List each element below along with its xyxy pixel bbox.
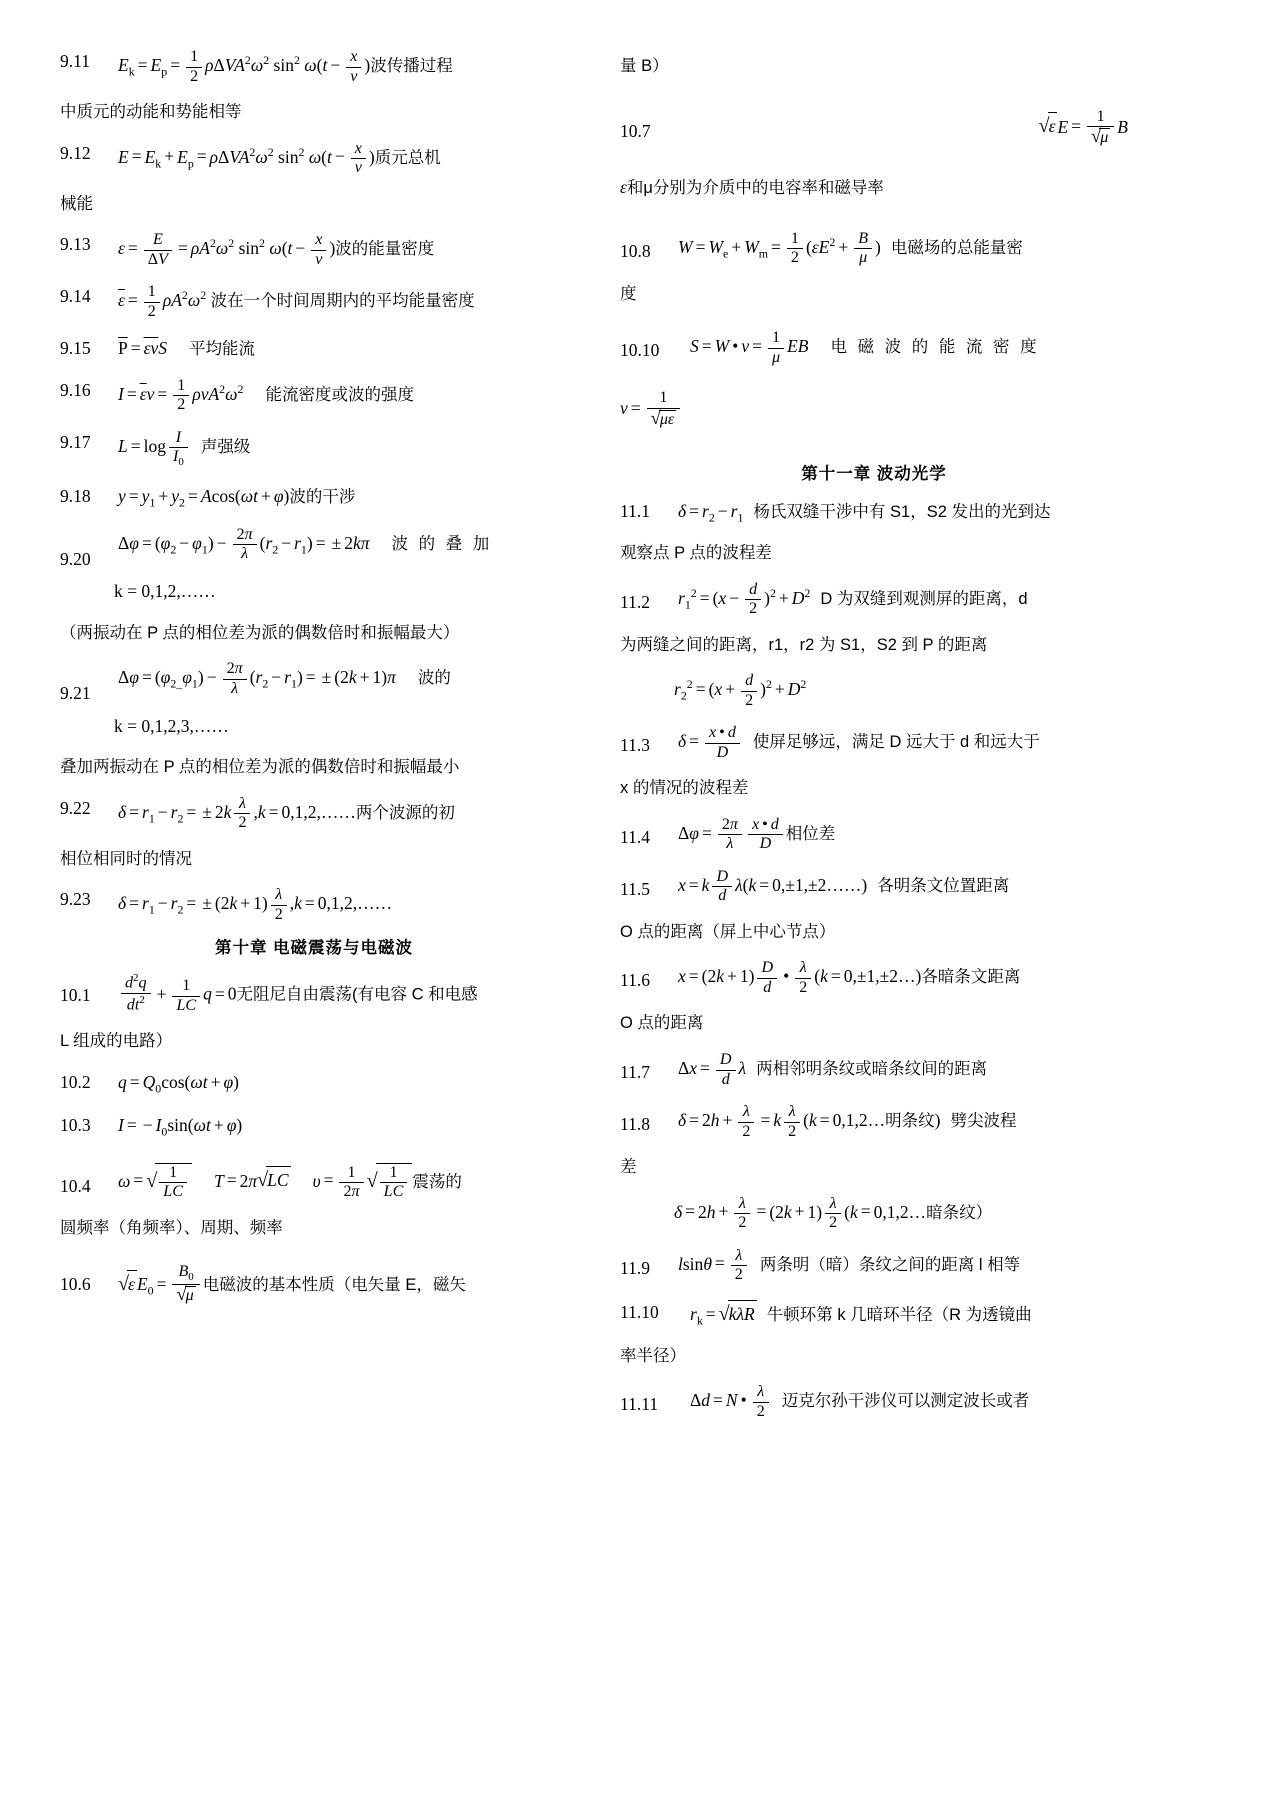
- formula-entry-11-2: [620, 581, 1128, 619]
- formula-11-2-continuation: 为两缝之间的距离，r1，r2 为 S1，S2 到 P 的距离: [620, 635, 988, 654]
- formula-entry-11-11: [620, 1383, 1128, 1421]
- formula-number: 11.1: [620, 501, 650, 522]
- formula-body: $y = y_1 + y_2 = Acos(\omega t + \varphi)$波的干涉: [118, 486, 356, 510]
- formula-body: $I = \overline{\varepsilon}v$ = $\frac{1}{2}$ $\rho vA^2\omega^2$ 能流密度或波的强度: [118, 376, 414, 414]
- formula-body: lsinθ = $\frac{\lambda}{2}$ 两条明（暗）条纹之间的距离 l 相等: [678, 1246, 1021, 1284]
- formula-11-3-continuation: x 的情况的波程差: [620, 779, 749, 798]
- formula-note: 平均能流: [189, 340, 256, 359]
- formula-body: $\delta = r_1 - r_2$ = ± 2k $\frac{\lambda}{2}$ ,k = 0,1,2,……两个波源的初: [118, 794, 455, 832]
- formula-note: 震荡的: [412, 1172, 462, 1191]
- formula-entry-11-3: [620, 724, 1128, 762]
- formula-entry-9-22: [60, 795, 568, 833]
- formula-11-8-second: δ = 2h + $\frac{\lambda}{2}$ = (2k + 1) $\frac{\lambda}{2}$ (k = 0,1,2…暗条纹）: [674, 1194, 993, 1232]
- formula-note: 电磁场的总能量密: [890, 238, 1023, 257]
- formula-entry-9-23: [60, 886, 568, 924]
- formula-number: 9.11: [60, 51, 90, 71]
- formula-number: 9.14: [60, 286, 91, 307]
- formula-note: 电 磁 波 的 能 流 密 度: [830, 338, 1040, 357]
- formula-note: 两条明（暗）条纹之间的距离 l 相等: [759, 1255, 1021, 1274]
- formula-11-8-continuation: 差: [620, 1158, 637, 1177]
- formula-entry-9-20: [60, 526, 568, 573]
- formula-note: 各明条文位置距离: [877, 876, 1010, 895]
- formula-number: 9.15: [60, 338, 91, 359]
- formula-9-21-k-values: [60, 712, 568, 742]
- formula-note: 无阻尼自由震荡(有电容 C 和电感: [236, 985, 478, 1004]
- formula-note: 杨氏双缝干涉中有 S1，S2 发出的光到达: [753, 503, 1051, 522]
- formula-note: 波的能量密度: [335, 240, 435, 258]
- formula-entry-10-3: [60, 1112, 568, 1141]
- formula-note: 相位差: [785, 824, 836, 843]
- formula-body: $r_1^2 = (x$ − $\frac{d}{2}$ )$^2 + D^2$ D 为双缝到观测屏的距离，d: [678, 580, 1028, 618]
- formula-11-6-continuation: O 点的距离: [620, 1014, 704, 1033]
- formula-9-22-continuation: 相位相同时的情况: [60, 849, 192, 868]
- note-text: 和μ分别为介质中的电容率和磁导率: [626, 179, 884, 198]
- formula-11-2-second: $r_2^2 = (x$ + $\frac{d}{2}$ )$^2 + D^2$: [674, 672, 807, 709]
- formula-body: $\overline{\varepsilon}$ = $\frac{1}{2}$ $\rho A^2\omega^2$ 波在一个时间周期内的平均能量密度: [118, 283, 475, 320]
- formula-number: 9.17: [60, 431, 91, 452]
- formula-body: $\frac{d^2q}{dt^2}$ + $\frac{1}{LC}$ q = 0无阻尼自由震荡(有电容 C 和电感: [118, 972, 568, 1015]
- formula-body: L = log $\frac{I}{I_0}$ 声强级: [118, 428, 251, 469]
- formula-note: 使屏足够远，满足 D 远大于 d 和远大于: [752, 733, 1040, 752]
- chapter-heading-11: 第十一章 波动光学: [801, 465, 947, 484]
- formula-note: 波传播过程: [370, 56, 453, 75]
- formula-9-20-note: （两振动在 P 点的相位差为派的偶数倍时和振幅最大）: [60, 623, 460, 642]
- formula-entry-11-5: [620, 868, 1128, 906]
- formula-entry-11-10: [620, 1299, 1128, 1330]
- formula-note: 波在一个时间周期内的平均能量密度: [210, 292, 475, 310]
- formula-note: 劈尖波程: [950, 1111, 1017, 1130]
- formula-10-6-continuation: 量 B）: [620, 57, 669, 75]
- formula-note: 波 的 叠 加: [391, 534, 493, 553]
- formula-number: 11.5: [620, 878, 650, 899]
- k-values-text: k = 0,1,2,3,……: [114, 715, 229, 736]
- formula-entry-9-17: [60, 429, 568, 469]
- formula-body: $\Delta\varphi = (\varphi_2 - \varphi_1)$ − $\frac{2\pi}{\lambda}$ $(r_2 - r_1)$ = ± 2kπ 波 的 叠 加: [118, 525, 493, 563]
- formula-note: D 为双缝到观测屏的距离，d: [820, 589, 1028, 608]
- formula-number: 10.10: [620, 340, 660, 361]
- formula-10-8-continuation: 度: [620, 284, 637, 303]
- formula-9-21-note: 叠加两振动在 P 点的相位差为派的偶数倍时和振幅最小: [60, 758, 460, 777]
- formula-number: 10.6: [60, 1274, 91, 1295]
- formula-10-10-velocity: v = $\frac{1}{√\mu\varepsilon}$: [620, 389, 1128, 430]
- formula-number: 11.9: [620, 1257, 650, 1278]
- formula-body: ε = $\frac{E}{\Delta V}$ = $\rho A^2\omega^2$ $\sin^2 \omega(t$ − $\frac{x}{v}$ )波的能量密度: [118, 231, 435, 268]
- formula-9-20-k-values: [60, 577, 568, 607]
- two-column-layout: [60, 48, 1220, 1770]
- formula-11-5-continuation: O 点的距离（屏上中心节点）: [620, 922, 836, 941]
- formula-body: $\overline{P} = \varepsilon vS$ 平均能流: [118, 338, 256, 359]
- formula-11-1-continuation: 观察点 P 点的波程差: [620, 544, 772, 563]
- formula-entry-9-15: [60, 335, 568, 363]
- formula-number: 9.21: [60, 683, 91, 704]
- formula-10-4-continuation: 圆频率（角频率）、周期、频率: [60, 1218, 283, 1237]
- formula-body: ω = √ $\frac{1}{LC}$ T = 2π√LC υ = $\frac{1}{2\pi}$ √ $\frac{1}{LC}$ 震荡的: [118, 1163, 462, 1201]
- formula-body: δ = $\frac{x • d}{D}$ 使屏足够远，满足 D 远大于 d 和远大于: [678, 724, 1040, 761]
- formula-entry-10-8: [620, 230, 1128, 268]
- formula-number: 11.6: [620, 970, 650, 991]
- formula-number: 11.7: [620, 1062, 650, 1083]
- formula-number: 9.16: [60, 379, 91, 400]
- formula-number: 11.8: [620, 1114, 650, 1135]
- formula-note: 电磁波的基本性质（电矢量 E，磁矢: [202, 1276, 466, 1295]
- formula-body: √ε E = $\frac{1}{√\mu}$ B: [1038, 107, 1128, 148]
- formula-body: δ = 2h + $\frac{\lambda}{2}$ = k $\frac{\lambda}{2}$ (k = 0,1,2…明条纹) 劈尖波程: [678, 1103, 1017, 1140]
- formula-body: I = − $I_0\sin(\omega t + \varphi)$: [118, 1114, 243, 1139]
- formula-note: 两相邻明条纹或暗条纹间的距离: [756, 1059, 988, 1078]
- formula-entry-9-21: [60, 660, 568, 707]
- formula-number: 9.23: [60, 889, 91, 910]
- formula-body: √ε $E_0$ = $\frac{B_0}{√\mu}$ 电磁波的基本性质（电矢量 E，磁矢: [118, 1263, 466, 1305]
- formula-body: x = (2k + 1) $\frac{D}{d}$ • $\frac{\lambda}{2}$ (k = 0,±1,±2…)各暗条文距离: [678, 959, 1021, 996]
- formula-entry-11-6: [620, 959, 1128, 997]
- formula-entry-11-4: [620, 816, 1128, 854]
- formula-number: 9.18: [60, 486, 91, 506]
- formula-entry-9-12: [60, 140, 568, 178]
- formula-number: 9.22: [60, 797, 91, 818]
- formula-entry-9-16: [60, 377, 568, 415]
- formula-entry-11-1: [620, 498, 1128, 527]
- formula-entry-9-13: [60, 231, 568, 269]
- formula-number: 10.2: [60, 1071, 91, 1092]
- formula-body: x = k $\frac{D}{d}$ λ(k = 0,±1,±2……) 各明条文位置距离: [678, 867, 1010, 905]
- formula-body: Δd = N • $\frac{\lambda}{2}$ 迈克尔孙干涉仪可以测定波长或者: [690, 1383, 1030, 1420]
- formula-body: S = W • v = $\frac{1}{\mu}$ EB 电 磁 波 的 能 流 密 度: [690, 329, 1040, 366]
- k-values-text: k = 0,1,2,……: [114, 581, 216, 602]
- formula-number: 11.2: [620, 591, 650, 612]
- formula-9-12-continuation: 械能: [60, 194, 93, 213]
- formula-entry-9-11: [60, 48, 568, 86]
- formula-body: $\Delta\varphi = (\varphi_{2\_}\varphi_1)$ − $\frac{2\pi}{\lambda}$ $(r_2 - r_1)$ = ± (2k + 1)π 波的: [118, 660, 451, 697]
- formula-note: 迈克尔孙干涉仪可以测定波长或者: [781, 1392, 1030, 1411]
- formula-body: $r_k = √k\lambda R$ 牛顿环第 k 几暗环半径（R 为透镜曲: [690, 1299, 1128, 1330]
- formula-entry-9-14: [60, 283, 568, 321]
- formula-note: 声强级: [200, 437, 251, 456]
- formula-body: $q = Q_0\cos(\omega t + \varphi)$: [118, 1071, 239, 1096]
- formula-number: 10.8: [620, 240, 651, 261]
- formula-entry-11-8: [620, 1103, 1128, 1141]
- formula-entry-10-1: [60, 972, 568, 1015]
- formula-number: 10.7: [620, 120, 651, 141]
- formula-note: 能流密度或波的强度: [265, 385, 414, 404]
- formula-body: Δx = $\frac{D}{d}$ λ 两相邻明条纹或暗条纹间的距离: [678, 1051, 988, 1088]
- formula-entry-10-6: [60, 1263, 568, 1306]
- formula-number: 9.12: [60, 142, 91, 163]
- formula-number: 10.4: [60, 1175, 91, 1196]
- formula-10-7-note: ε和μ分别为介质中的电容率和磁导率: [620, 177, 884, 198]
- formula-entry-11-9: [620, 1247, 1128, 1285]
- formula-entry-10-7: [620, 108, 1128, 149]
- formula-entry-10-10: [620, 329, 1128, 367]
- formula-11-10-continuation: 率半径）: [620, 1346, 686, 1365]
- formula-number: 11.4: [620, 826, 650, 847]
- formula-body: $W = W_e + W_m$ = $\frac{1}{2}$ ($\varepsilon E^2$ + $\frac{B}{\mu}$ ) 电磁场的总能量密: [678, 229, 1023, 267]
- right-column: [620, 48, 1128, 1770]
- formula-number: 9.20: [60, 548, 91, 569]
- formula-number: 10.1: [60, 985, 91, 1006]
- formula-entry-10-4: [60, 1163, 568, 1202]
- formula-entry-10-2: [60, 1069, 568, 1098]
- formula-note: 两个波源的初: [355, 803, 455, 822]
- formula-note: 牛顿环第 k 几暗环半径（R 为透镜曲: [766, 1305, 1032, 1324]
- formula-number: 11.10: [620, 1301, 659, 1322]
- formula-note: 质元总机: [374, 148, 441, 167]
- formula-number: 11.11: [620, 1394, 659, 1415]
- formula-note: 波的干涉: [289, 488, 356, 506]
- formula-number: 11.3: [620, 735, 650, 756]
- formula-10-1-continuation: L 组成的电路）: [60, 1032, 173, 1051]
- formula-note: 各暗条文距离: [921, 968, 1021, 987]
- formula-number: 9.13: [60, 234, 91, 255]
- formula-number: 10.3: [60, 1114, 91, 1135]
- formula-body: $\delta = r_2 - r_1$ 杨氏双缝干涉中有 S1，S2 发出的光到达: [678, 501, 1051, 525]
- chapter-heading-10: 第十章 电磁震荡与电磁波: [214, 939, 414, 958]
- formula-entry-11-7: [620, 1051, 1128, 1089]
- formula-9-11-continuation: 中质元的动能和势能相等: [60, 103, 242, 121]
- formula-body: $E = E_k + E_p = \rho\Delta VA^2\omega^2$ $\sin^2 \omega(t$ − $\frac{x}{v}$ )质元总机: [118, 139, 441, 177]
- formula-note: 波的: [417, 669, 451, 688]
- formula-entry-9-18: [60, 483, 568, 512]
- left-column: [60, 48, 568, 1770]
- formula-body: $E_k = E_p$ = $\frac{1}{2}$ $\rho\Delta VA^2\omega^2$ $\sin^2 \omega(t$ − $\frac{x}{v}$ )波传播过程: [118, 48, 453, 85]
- formula-body: $\delta = r_1 - r_2$ = ± (2k + 1) $\frac{\lambda}{2}$ ,k = 0,1,2,……: [118, 886, 393, 923]
- formula-body: Δφ = $\frac{2\pi}{\lambda}$ $\frac{x • d}{D}$ 相位差: [678, 815, 836, 853]
